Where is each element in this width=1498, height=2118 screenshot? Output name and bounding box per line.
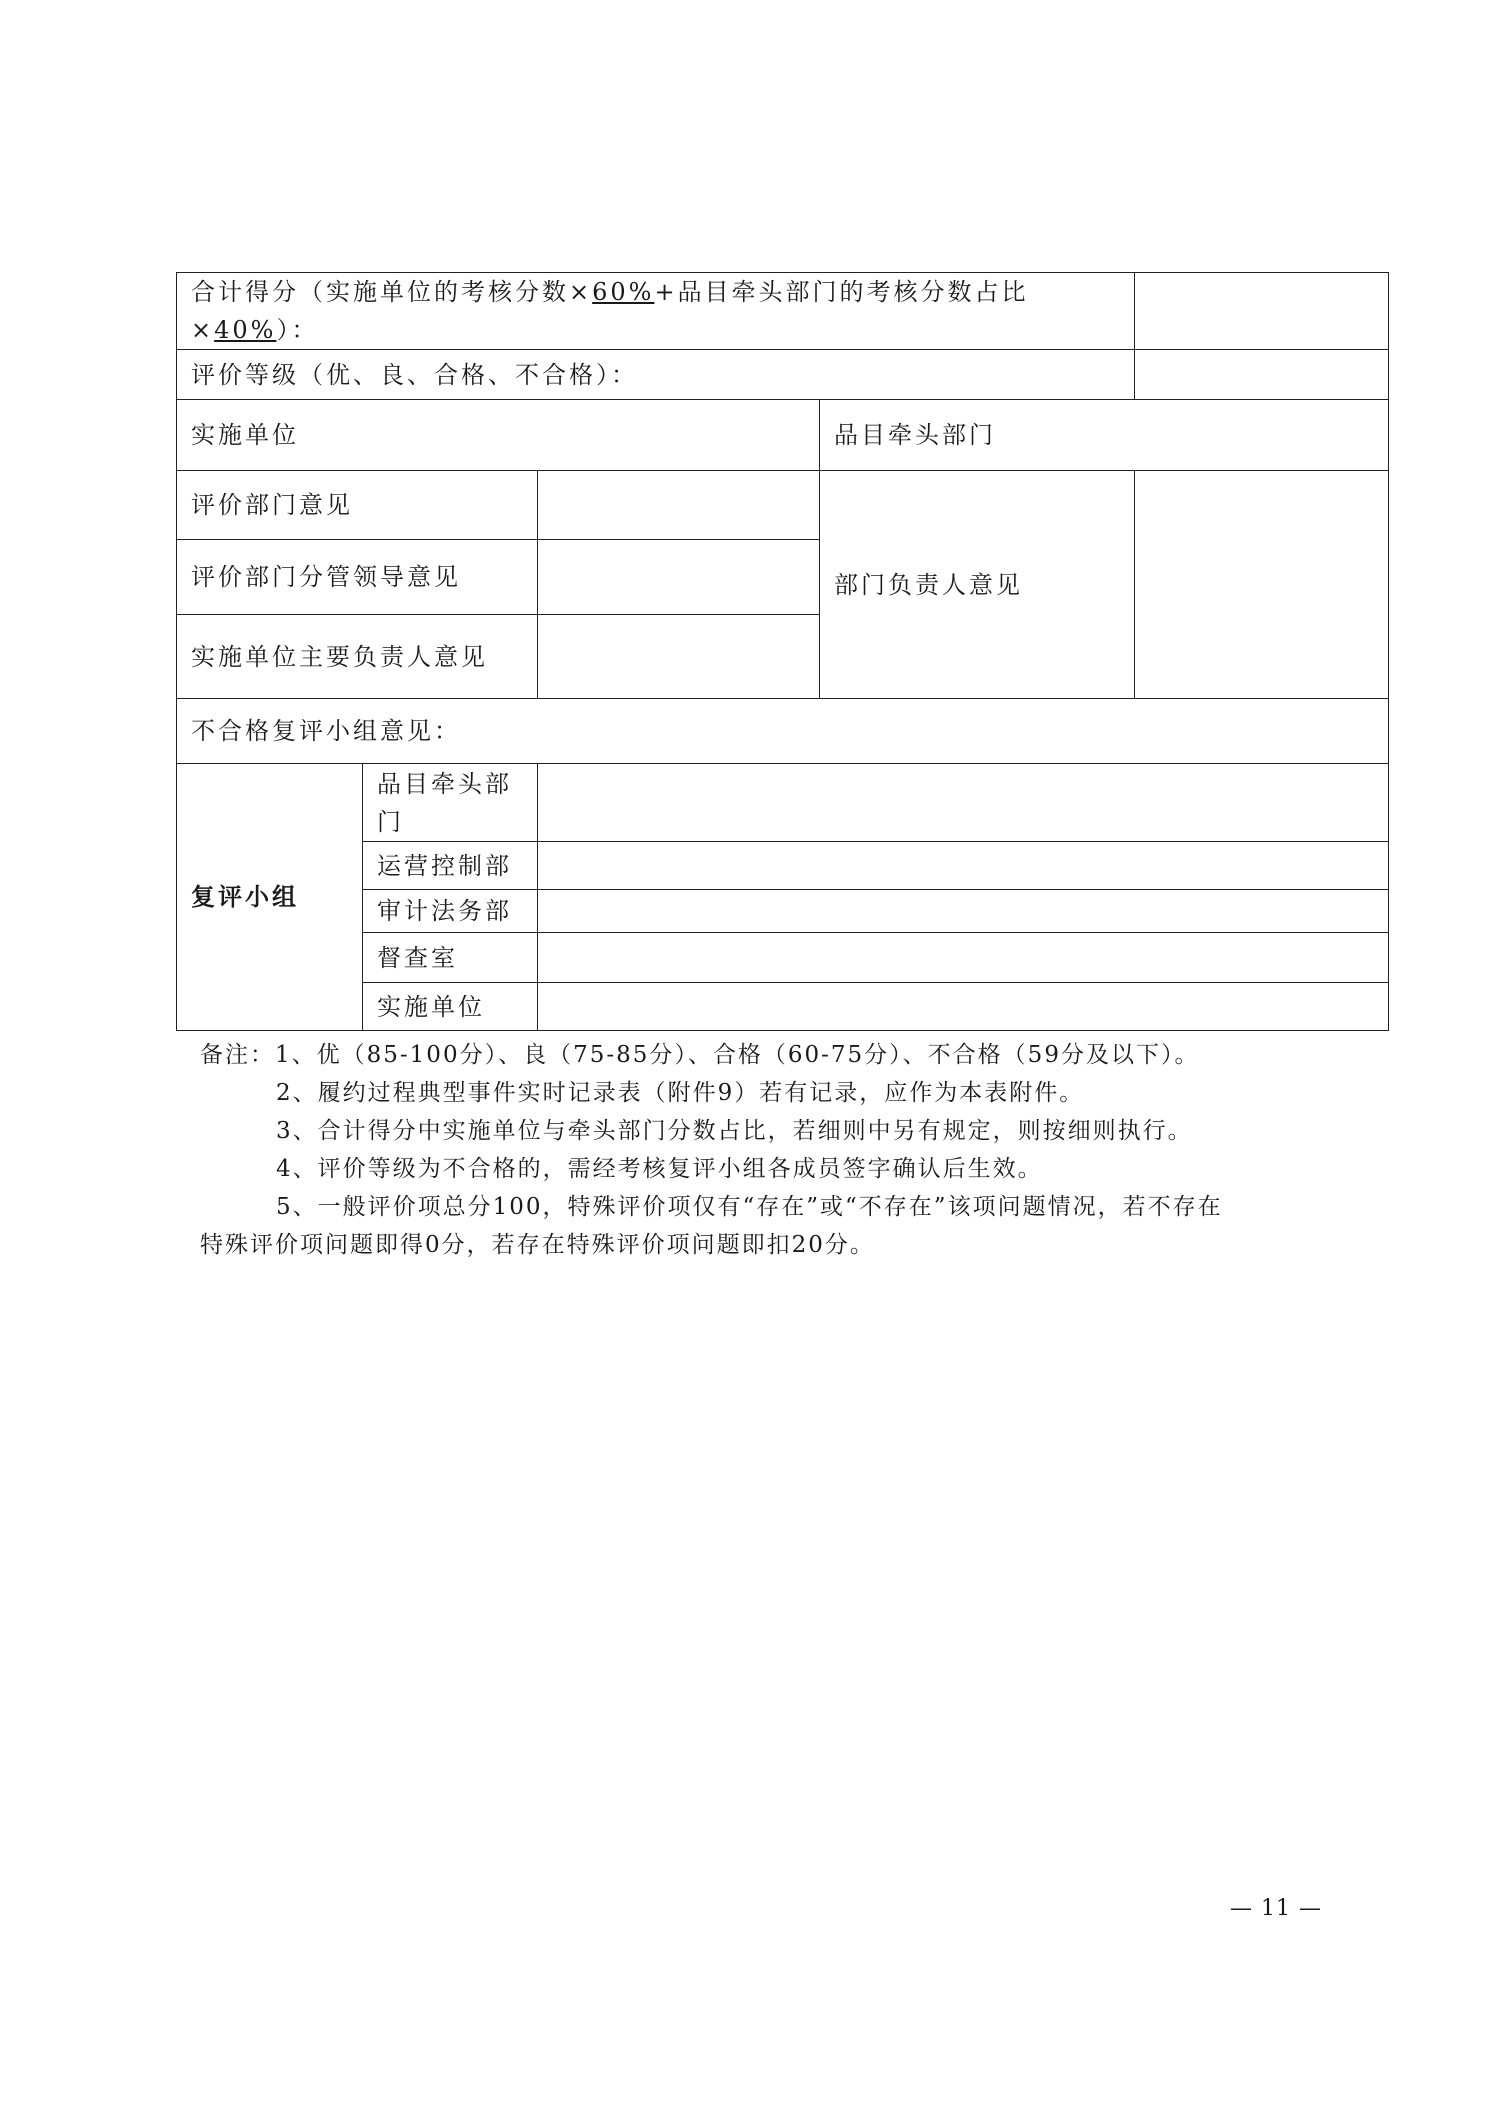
total-score-value-cell[interactable] bbox=[1135, 273, 1389, 350]
eval-leader-opinion-label: 评价部门分管领导意见 bbox=[177, 540, 538, 615]
review-member-signature-cell[interactable] bbox=[538, 933, 1389, 983]
grade-label: 评价等级（优、良、合格、不合格）： bbox=[177, 350, 1135, 400]
total-score-label: 合计得分（实施单位的考核分数×60%+品目牵头部门的考核分数占比×40%）： bbox=[177, 273, 1135, 350]
note-line: 备注：1、优（85-100分）、良（75-85分）、合格（60-75分）、不合格（59分及以下）。 bbox=[200, 1042, 1200, 1068]
note-line: 3、合计得分中实施单位与牵头部门分数占比，若细则中另有规定，则按细则执行。 bbox=[276, 1118, 1193, 1144]
unit-header: 实施单位 bbox=[177, 400, 820, 471]
review-opinion-row bbox=[177, 699, 1389, 764]
lead-dept-header: 品目牵头部门 bbox=[820, 400, 1389, 471]
note-line: 4、评价等级为不合格的，需经考核复评小组各成员签字确认后生效。 bbox=[276, 1156, 1043, 1182]
notes-section bbox=[200, 1036, 1320, 1264]
pct-40: 40% bbox=[214, 316, 277, 344]
eval-dept-opinion-label: 评价部门意见 bbox=[177, 471, 538, 540]
eval-dept-row bbox=[177, 471, 1389, 540]
eval-leader-opinion-cell[interactable] bbox=[538, 540, 820, 615]
review-opinion-label: 不合格复评小组意见： bbox=[177, 699, 1389, 764]
dept-head-opinion-cell[interactable] bbox=[1135, 471, 1389, 699]
note-line: 2、履约过程典型事件实时记录表（附件9）若有记录，应作为本表附件。 bbox=[276, 1080, 1085, 1106]
review-member-row bbox=[177, 764, 1389, 842]
eval-dept-opinion-cell[interactable] bbox=[538, 471, 820, 540]
review-member-signature-cell[interactable] bbox=[538, 764, 1389, 842]
review-member-label: 品目牵头部门 bbox=[363, 764, 538, 842]
note-line: 5、一般评价项总分100，特殊评价项仅有“存在”或“不存在”该项问题情况，若不存在 bbox=[276, 1194, 1223, 1220]
review-member-signature-cell[interactable] bbox=[538, 890, 1389, 933]
note-line: 特殊评价项问题即得0分，若存在特殊评价项问题即扣20分。 bbox=[200, 1232, 875, 1258]
review-member-label: 运营控制部 bbox=[363, 842, 538, 890]
unit-head-opinion-cell[interactable] bbox=[538, 615, 820, 699]
review-member-label: 督查室 bbox=[363, 933, 538, 983]
review-member-label: 审计法务部 bbox=[363, 890, 538, 933]
evaluation-form-table bbox=[176, 272, 1389, 1031]
review-group-label: 复评小组 bbox=[177, 764, 363, 1031]
pct-60: 60% bbox=[592, 278, 655, 306]
grade-row bbox=[177, 350, 1389, 400]
total-score-row bbox=[177, 273, 1389, 350]
grade-value-cell[interactable] bbox=[1135, 350, 1389, 400]
review-member-label: 实施单位 bbox=[363, 983, 538, 1031]
review-member-signature-cell[interactable] bbox=[538, 842, 1389, 890]
unit-head-opinion-label: 实施单位主要负责人意见 bbox=[177, 615, 538, 699]
dept-head-opinion-label: 部门负责人意见 bbox=[820, 471, 1135, 699]
header-row bbox=[177, 400, 1389, 471]
review-member-signature-cell[interactable] bbox=[538, 983, 1389, 1031]
page-number: — 11 — bbox=[1230, 1896, 1322, 1921]
